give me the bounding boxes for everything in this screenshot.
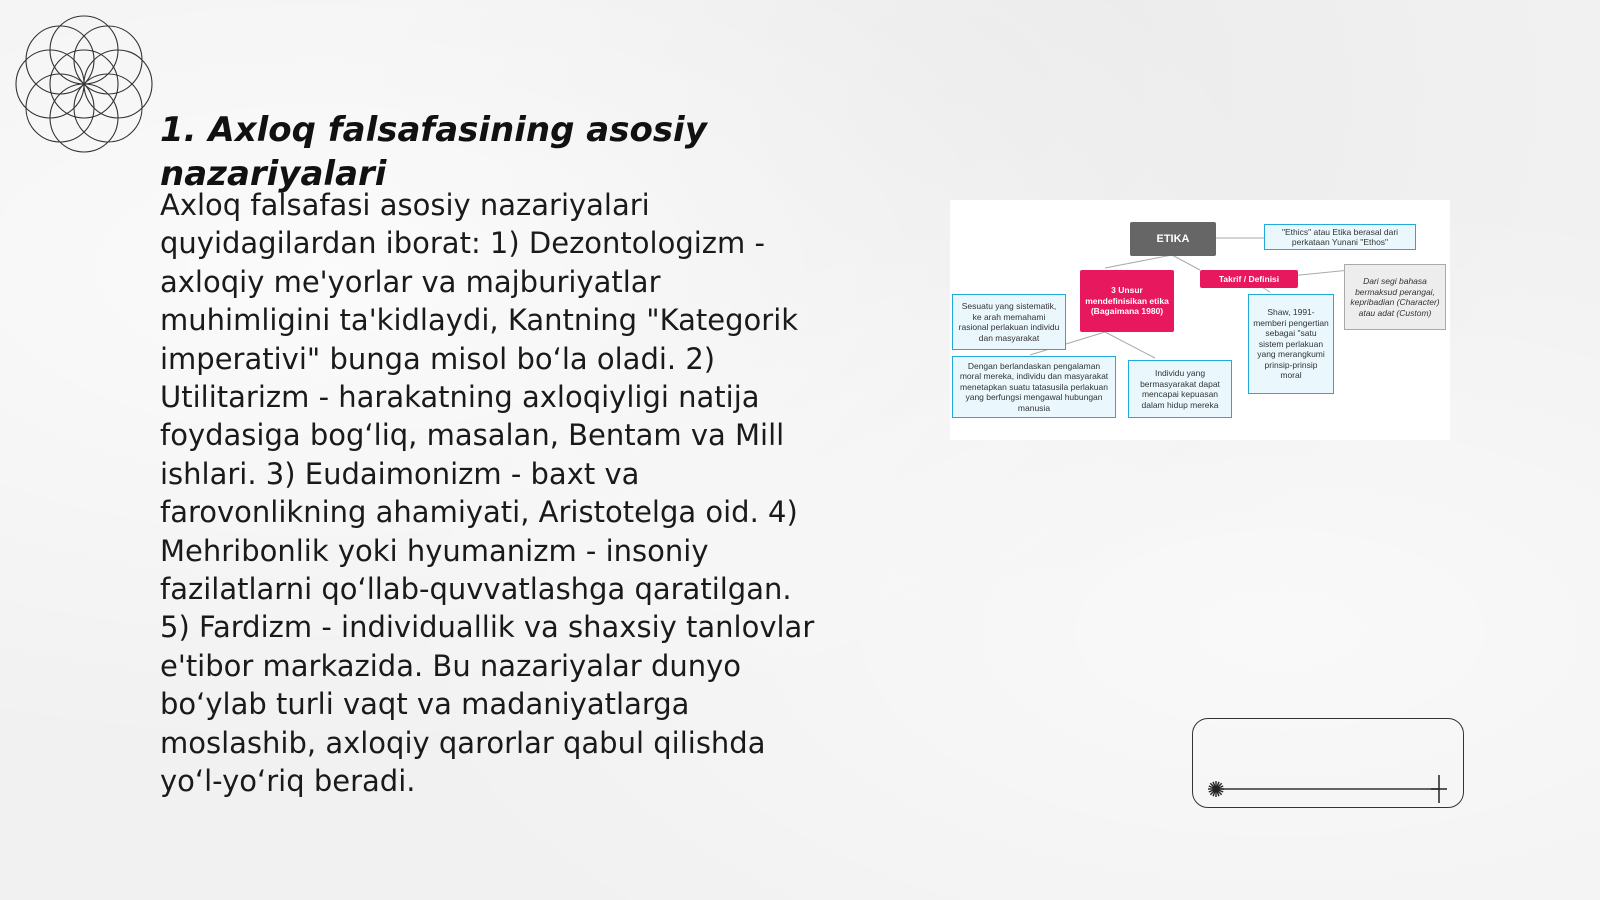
mindmap-pengalaman-node: Dengan berlandaskan pengalaman moral mereka, individu dan masyarakat menetapkan suatu tatasusila perlakuan yang berfungsi mengawal hubungan manusia	[952, 356, 1116, 418]
mindmap-shaw-node: Shaw, 1991-memberi pengertian sebagai "satu sistem perlakuan yang merangkumi prinsip-prinsip moral	[1248, 294, 1334, 394]
timeline-decoration	[1192, 718, 1464, 808]
mindmap-center-node: ETIKA	[1130, 222, 1216, 256]
starburst-icon	[1206, 779, 1226, 799]
crosshair-plus-icon	[1429, 775, 1449, 803]
mindmap-ethos-node: "Ethics" atau Etika berasal dari perkataan Yunani "Ethos"	[1264, 224, 1416, 250]
rosette-icon	[10, 10, 158, 158]
slide-body-text: Axloq falsafasi asosiy nazariyalari quyidagilardan iborat: 1) Dezontologizm - axloqiy me'yorlar va majburiyatlar muhimligini ta'kidlaydi, Kantning "Kategorik imperativi" bunga misol bo‘la oladi. 2) Utilitarizm - harakatning axloqiyligi natija foydasiga bog‘liq, masalan, Bentam va Mill ishlari. 3) Eudaimonizm - baxt va farovonlikning ahamiyati, Aristotelga oid. 4) Mehribonlik yoki hyumanizm - insoniy fazilatlarni qo‘llab-quvvatlashga qaratilgan. 5) Fardizm - individuallik va shaxsiy tanlovlar e'tibor markazida. Bu nazariyalar dunyo bo‘ylab turli vaqt va madaniyatlarga moslashib, axloqiy qarorlar qabul qilishda yo‘l-yo‘riq beradi.	[160, 188, 815, 799]
mindmap-systematic-node: Sesuatu yang sistematik, ke arah memahami rasional perlakuan individu dan masyarakat	[952, 294, 1066, 350]
timeline-graphic	[1193, 719, 1465, 809]
ethics-mindmap-image	[950, 200, 1450, 440]
mindmap-unsur-node: 3 Unsur mendefinisikan etika (Bagaimana 1980)	[1080, 270, 1174, 332]
mindmap-definisi-node: Takrif / Definisi	[1200, 270, 1298, 288]
slide-title: 1. Axloq falsafasining asosiy nazariyalari	[160, 110, 707, 194]
mindmap-bahasa-node: Dari segi bahasa bermaksud perangai, kepribadian (Character) atau adat (Custom)	[1344, 264, 1446, 330]
mindmap-kepuasan-node: Individu yang bermasyarakat dapat mencapai kepuasan dalam hidup mereka	[1128, 360, 1232, 418]
